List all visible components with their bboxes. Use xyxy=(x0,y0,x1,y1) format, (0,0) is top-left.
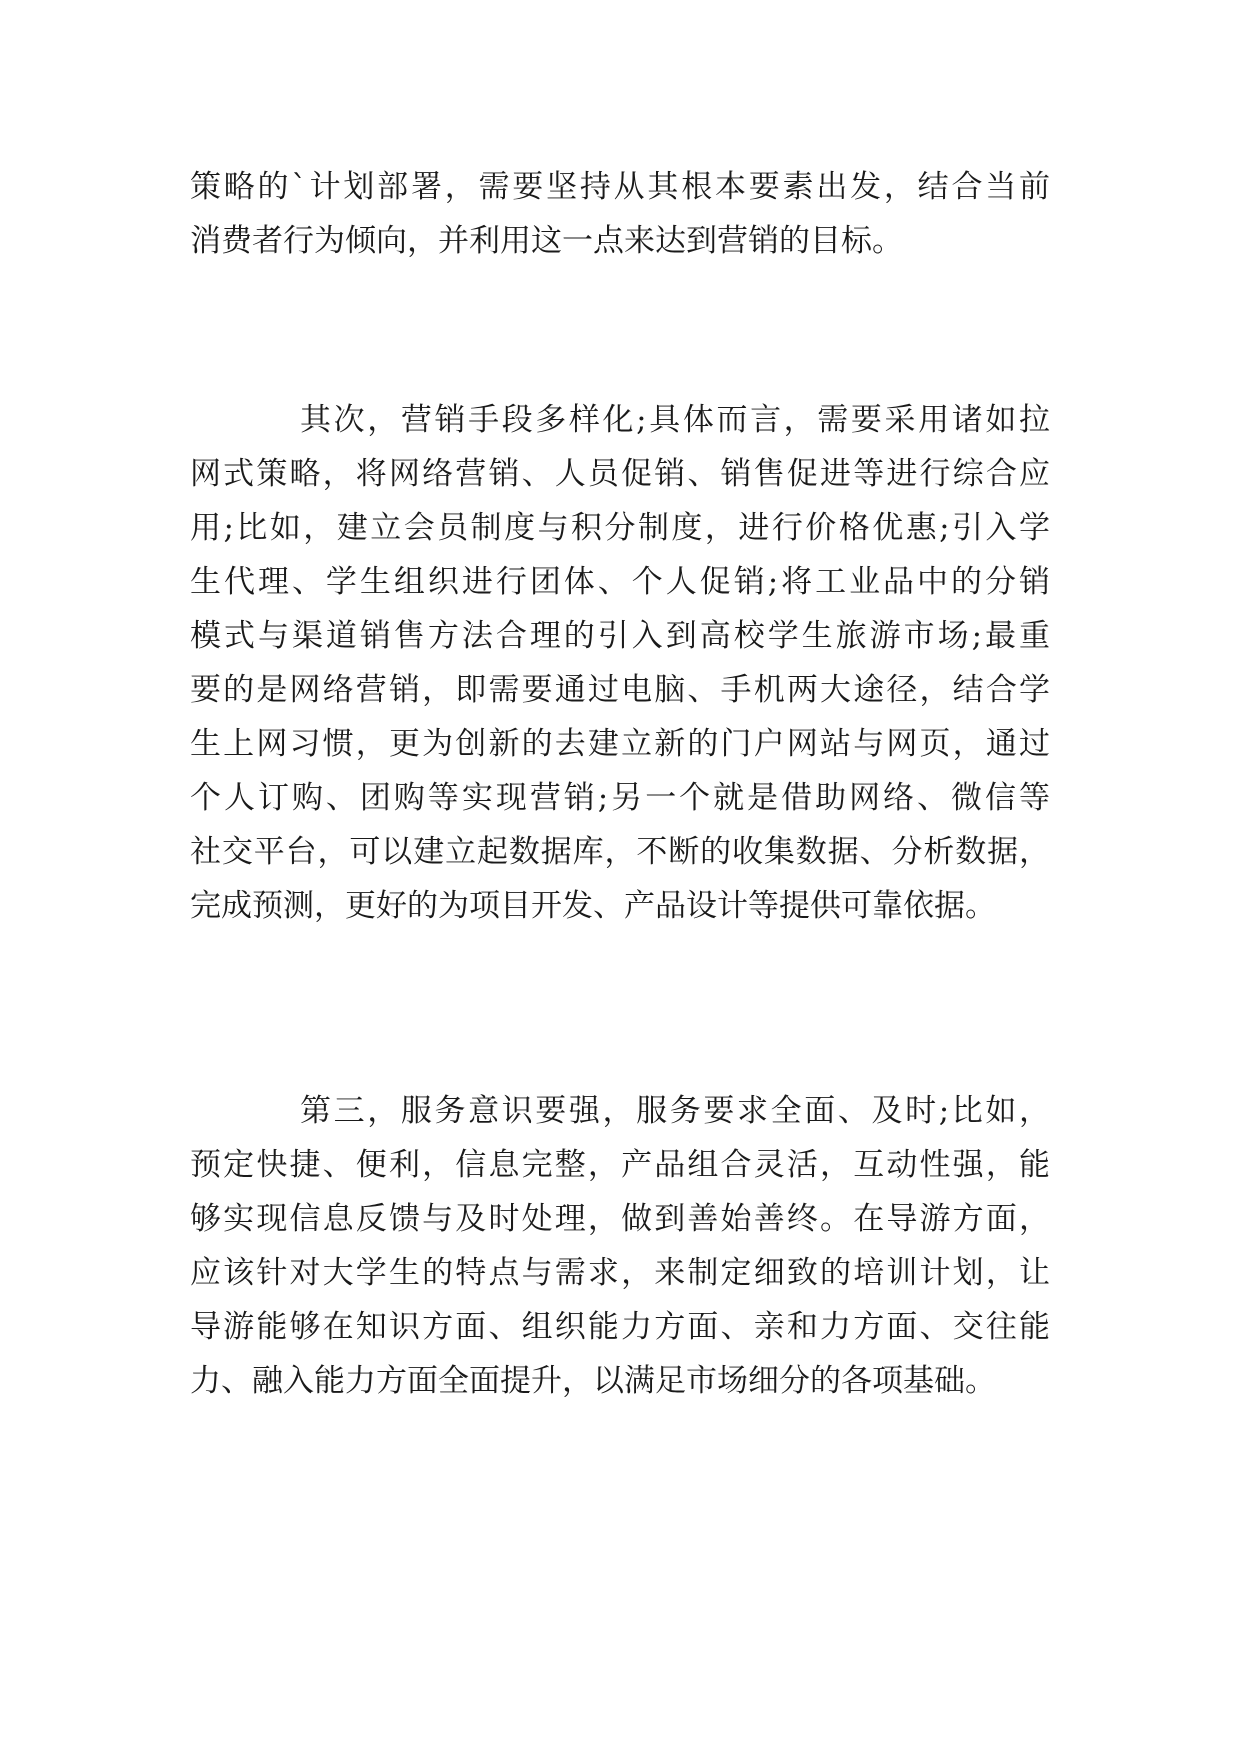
paragraph-strategy-continuation xyxy=(190,160,1050,268)
text-line: 其次，营销手段多样化;具体而言，需要采用诸如拉 xyxy=(300,402,1050,438)
paragraph-service-awareness xyxy=(190,1084,1050,1408)
text-line: 策略的`计划部署，需要坚持从其根本要素出发，结合当前 xyxy=(190,169,1050,205)
text-line: 预定快捷、便利，信息完整，产品组合灵活，互动性强，能 xyxy=(190,1147,1050,1183)
text-line: 要的是网络营销，即需要通过电脑、手机两大途径，结合学 xyxy=(190,672,1050,708)
text-line: 个人订购、团购等实现营销;另一个就是借助网络、微信等 xyxy=(190,780,1050,816)
text-line: 第三，服务意识要强，服务要求全面、及时;比如， xyxy=(300,1093,1050,1129)
text-line: 完成预测，更好的为项目开发、产品设计等提供可靠依据。 xyxy=(190,888,996,924)
text-line: 力、融入能力方面全面提升，以满足市场细分的各项基础。 xyxy=(190,1363,996,1399)
text-line: 模式与渠道销售方法合理的引入到高校学生旅游市场;最重 xyxy=(190,618,1050,654)
text-line: 社交平台，可以建立起数据库，不断的收集数据、分析数据， xyxy=(190,834,1050,870)
text-line: 导游能够在知识方面、组织能力方面、亲和力方面、交往能 xyxy=(190,1309,1050,1345)
text-line: 够实现信息反馈与及时处理，做到善始善终。在导游方面， xyxy=(190,1201,1050,1237)
text-line: 网式策略，将网络营销、人员促销、销售促进等进行综合应 xyxy=(190,456,1050,492)
text-line: 应该针对大学生的特点与需求，来制定细致的培训计划，让 xyxy=(190,1255,1050,1291)
text-line: 生上网习惯，更为创新的去建立新的门户网站与网页，通过 xyxy=(190,726,1050,762)
paragraph-marketing-methods xyxy=(190,393,1050,933)
text-line: 消费者行为倾向，并利用这一点来达到营销的目标。 xyxy=(190,223,903,259)
text-line: 生代理、学生组织进行团体、个人促销;将工业品中的分销 xyxy=(190,564,1050,600)
text-line: 用;比如，建立会员制度与积分制度，进行价格优惠;引入学 xyxy=(190,510,1050,546)
